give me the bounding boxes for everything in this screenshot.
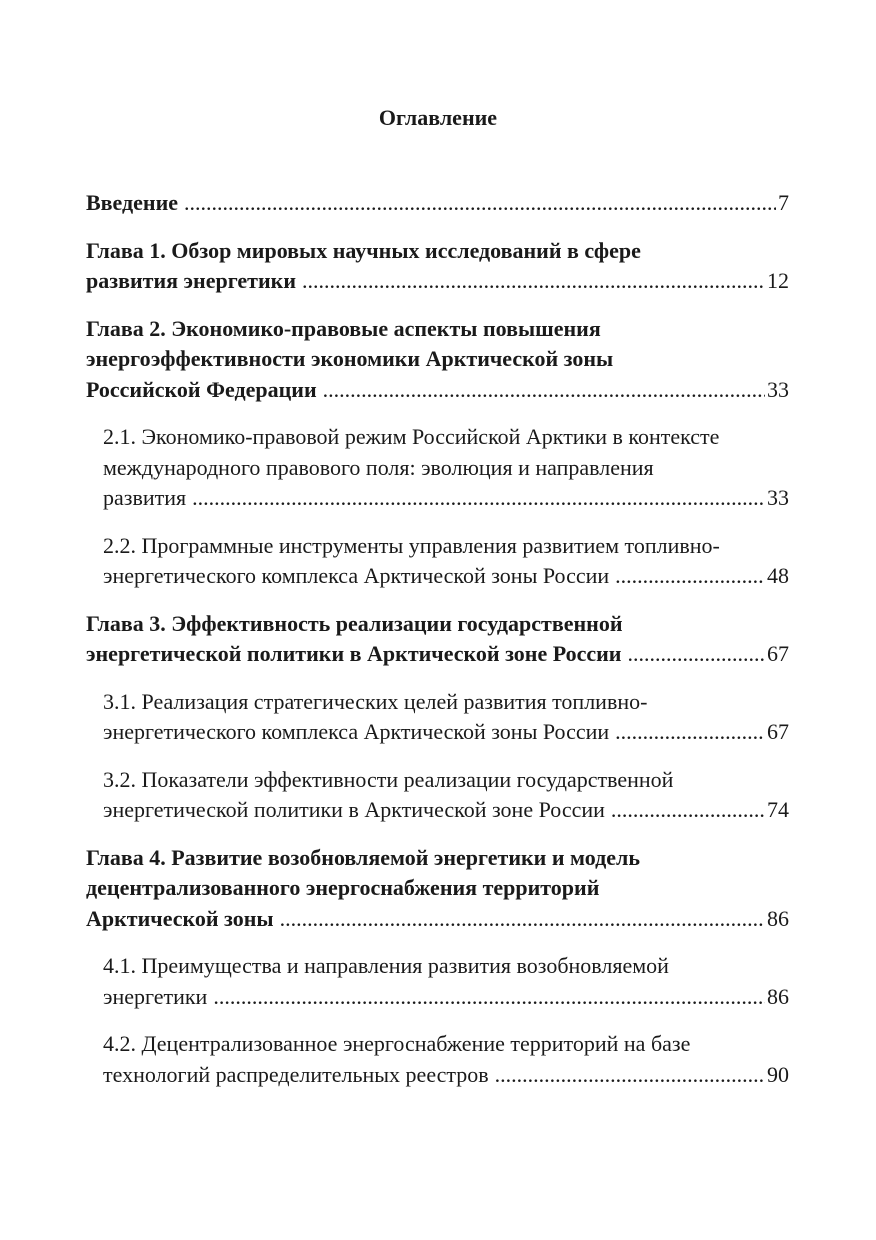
toc-page-number: 74: [767, 797, 789, 822]
toc-chapter-entry[interactable]: [86, 843, 789, 935]
toc-entry-last-line: [103, 795, 789, 826]
toc-entry-line: Глава 4. Развитие возобновляемой энергетики и модель: [86, 844, 640, 870]
toc-entry-line: Глава 3. Эффективность реализации государственной: [86, 610, 623, 636]
dot-leader: [495, 1060, 765, 1091]
dot-leader: [611, 795, 765, 826]
toc-page-number: 7: [778, 190, 789, 215]
toc-entry-last-line: [103, 717, 789, 748]
toc-entry-last-line: [86, 639, 789, 670]
toc-chapter-entry[interactable]: [86, 609, 789, 670]
toc-entry-last-line: [103, 561, 789, 592]
dot-leader: [302, 266, 765, 297]
dot-leader: [615, 717, 765, 748]
toc-section-entry[interactable]: [86, 687, 789, 748]
toc-page-number: 33: [767, 376, 789, 402]
toc-page-number: 33: [767, 485, 789, 510]
dot-leader: [323, 375, 765, 406]
toc-entry-last-line: [103, 982, 789, 1013]
toc-entry-text: развития: [103, 485, 187, 510]
toc-entry-text: Арктической зоны: [86, 905, 274, 931]
toc-entry-line: 2.1. Экономико-правовой режим Российской Арктики в контексте: [103, 424, 720, 449]
toc-entry-last-line: [103, 483, 789, 514]
toc-entry-line: 4.1. Преимущества и направления развития возобновляемой: [103, 953, 669, 978]
toc-entry-line: международного правового поля: эволюция и направления: [103, 454, 654, 480]
toc-entry-line: 3.2. Показатели эффективности реализации государственной: [103, 766, 674, 792]
toc-page-number: 86: [767, 905, 789, 931]
toc-page-number: 67: [767, 641, 789, 666]
toc-entry-last-line: [86, 904, 789, 935]
toc-page-number: 48: [767, 563, 789, 588]
toc-entry-text: энергетической политики в Арктической зоне России: [86, 641, 622, 666]
toc-section-entry[interactable]: [86, 951, 789, 1012]
toc-entry-text: технологий распределительных реестров: [103, 1061, 489, 1087]
toc-section-entry[interactable]: [86, 1029, 789, 1090]
toc-entry-text: энергетики: [103, 983, 208, 1009]
toc-entry-line: 4.2. Децентрализованное энергоснабжение территорий на базе: [103, 1031, 691, 1056]
toc-section-entry[interactable]: [86, 531, 789, 592]
toc-entry-text: развития энергетики: [86, 268, 296, 293]
toc-entry-last-line: [86, 375, 789, 406]
dot-leader: [280, 904, 765, 935]
toc-entry-last-line: [86, 188, 789, 219]
toc-entry-line: 2.2. Программные инструменты управления развитием топливно-: [103, 532, 720, 558]
toc-entry-line: 3.1. Реализация стратегических целей развития топливно-: [103, 688, 648, 714]
toc-chapter-entry[interactable]: [86, 236, 789, 297]
toc-entry-text: энергетической политики в Арктической зоне России: [103, 797, 605, 822]
dot-leader: [628, 639, 766, 670]
toc-entry-line: Глава 2. Экономико-правовые аспекты повышения: [86, 315, 601, 341]
toc-section-entry[interactable]: [86, 765, 789, 826]
toc-entry-line: энергоэффективности экономики Арктической зоны: [86, 346, 614, 371]
toc-page-number: 67: [767, 719, 789, 744]
toc-entry-line: децентрализованного энергоснабжения территорий: [86, 875, 600, 900]
toc-entry-last-line: [103, 1060, 789, 1091]
dot-leader: [184, 188, 776, 219]
dot-leader: [615, 561, 765, 592]
toc-entry-line: Глава 1. Обзор мировых научных исследований в сфере: [86, 237, 641, 263]
dot-leader: [213, 982, 765, 1013]
dot-leader: [192, 483, 765, 514]
toc-page-number: 86: [767, 983, 789, 1009]
toc-entry-last-line: [86, 266, 789, 297]
toc-entry-text: энергетического комплекса Арктической зоны России: [103, 719, 610, 744]
toc-chapter-entry[interactable]: [86, 314, 789, 406]
toc-entry-text: Введение: [86, 190, 179, 215]
toc-entry-text: энергетического комплекса Арктической зоны России: [103, 563, 610, 588]
toc-page-number: 12: [767, 268, 789, 293]
toc-chapter-entry[interactable]: [86, 188, 789, 219]
toc-page-number: 90: [767, 1061, 789, 1087]
table-of-contents: [86, 188, 789, 1107]
toc-entry-text: Российской Федерации: [86, 376, 317, 402]
page-title: Оглавление: [378, 105, 498, 130]
toc-section-entry[interactable]: [86, 422, 789, 514]
